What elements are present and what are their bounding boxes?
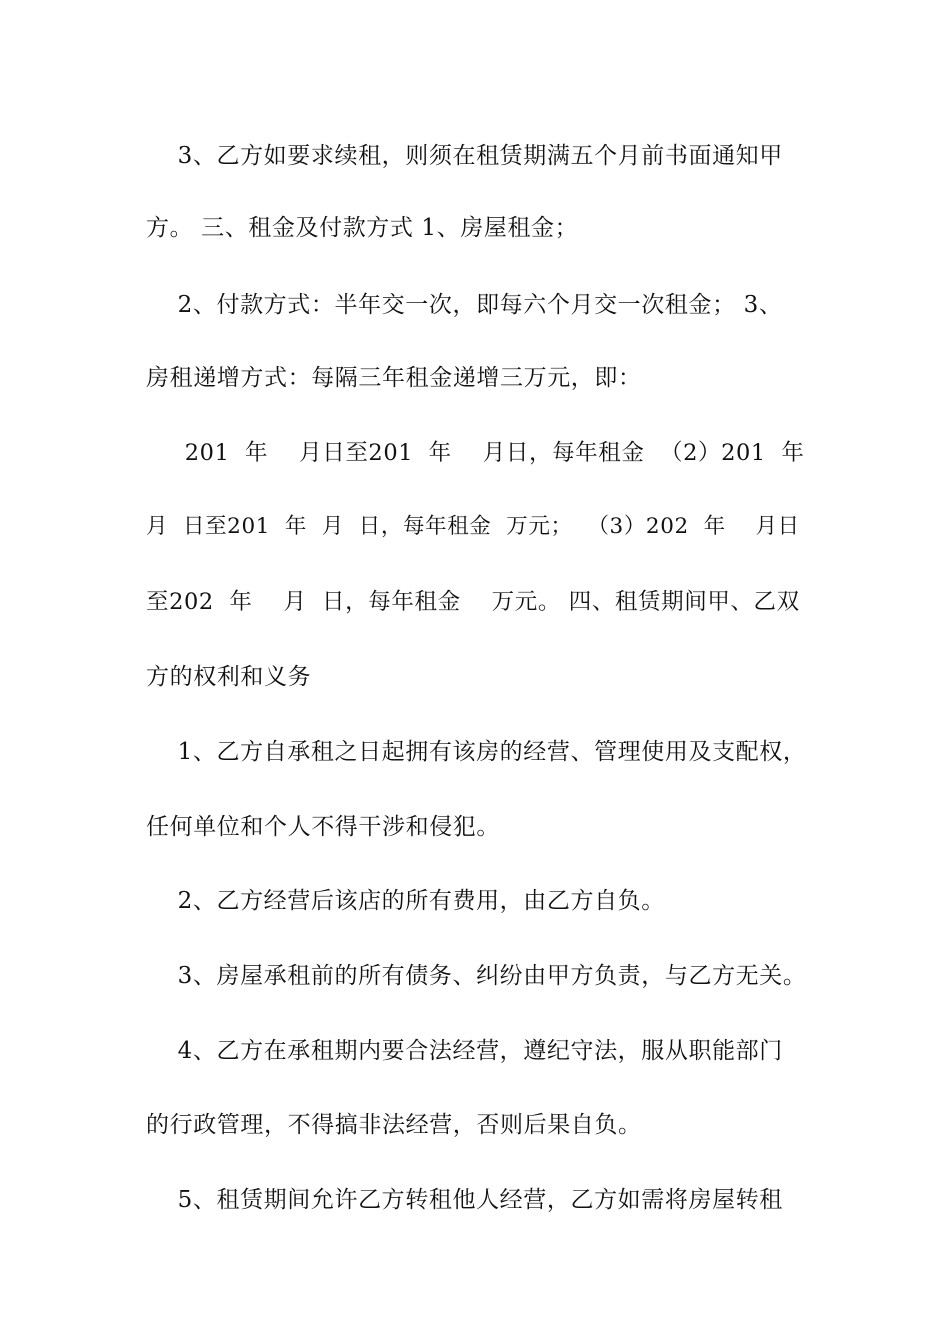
text-line: 3、房屋承租前的所有债务、纠纷由甲方负责，与乙方无关。 <box>146 963 807 989</box>
text-line: 房租递增方式：每隔三年租金递增三万元，即： <box>146 365 642 391</box>
text-line: 2、付款方式：半年交一次，即每六个月交一次租金； 3、 <box>146 292 783 318</box>
text-line: 方。 三、租金及付款方式 1、房屋租金； <box>146 215 579 241</box>
text-line: 201 年 月日至201 年 月日，每年租金 （2）201 年 <box>146 440 805 466</box>
text-line: 的行政管理，不得搞非法经营，否则后果自负。 <box>146 1112 642 1138</box>
text-line: 1、乙方自承租之日起拥有该房的经营、管理使用及支配权， <box>146 739 807 765</box>
text-line: 月 日至201 年 月 日，每年租金 万元； （3）202 年 月日 <box>146 514 800 539</box>
text-line: 5、租赁期间允许乙方转租他人经营，乙方如需将房屋转租 <box>146 1187 783 1213</box>
text-line: 至202 年 月 日，每年租金 万元。 四、租赁期间甲、乙双 <box>146 589 800 615</box>
text-line: 3、乙方如要求续租，则须在租赁期满五个月前书面通知甲 <box>146 143 783 169</box>
text-line: 2、乙方经营后该店的所有费用，由乙方自负。 <box>146 888 665 914</box>
text-line: 4、乙方在承租期内要合法经营，遵纪守法，服从职能部门 <box>146 1038 783 1064</box>
text-line: 方的权利和义务 <box>146 664 312 690</box>
text-line: 任何单位和个人不得干涉和侵犯。 <box>146 814 500 840</box>
